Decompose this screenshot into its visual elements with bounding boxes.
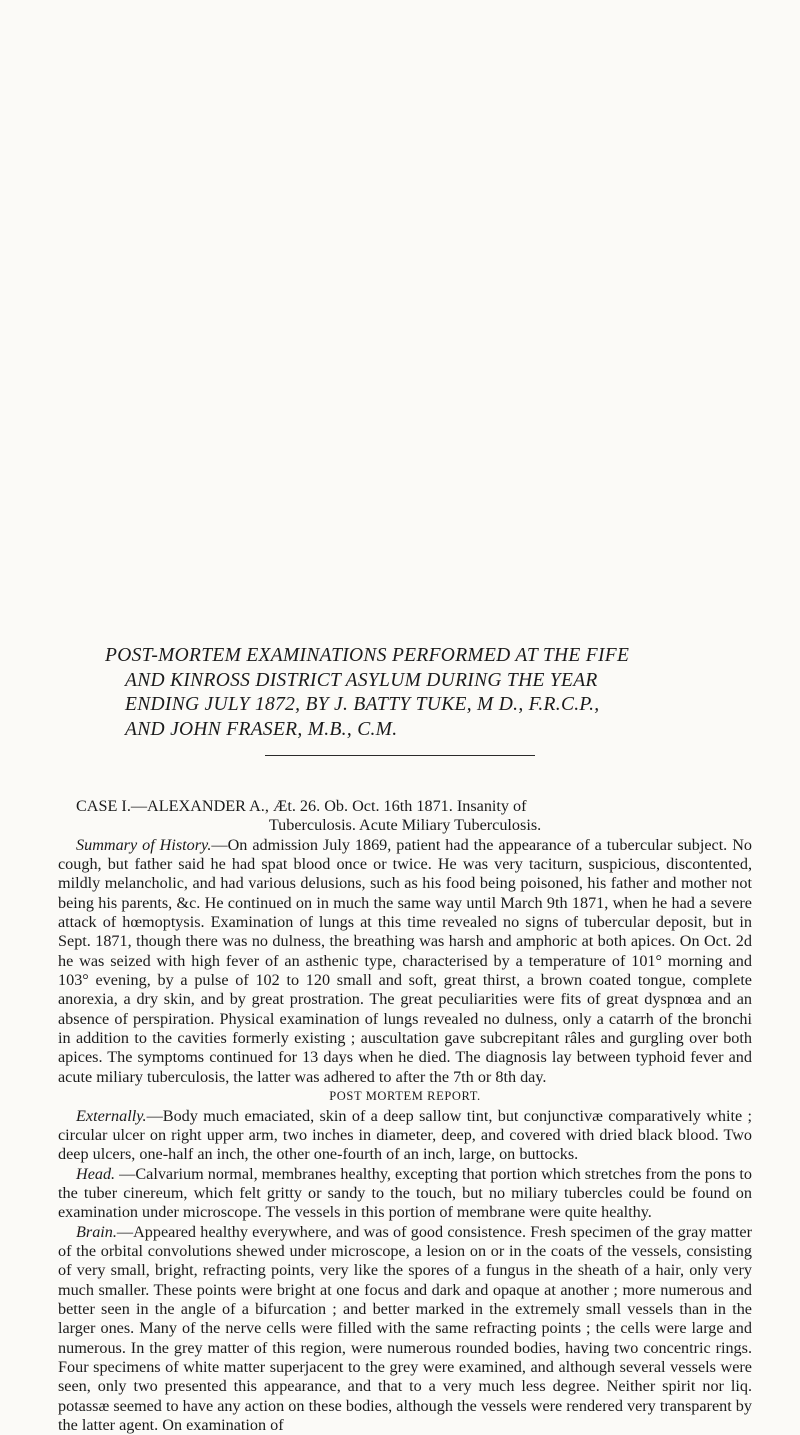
title-line-3: ENDING JULY 1872, BY J. BATTY TUKE, M D., F.R.C.P., [125,694,600,715]
summary-paragraph [58,836,752,1087]
brain-text: —Appeared healthy everywhere, and was of good consistence. Fresh specimen of the gray matter of the orbital convolutions shewed under microscope, a lesion on or in the coats of the vessels, consisting of very small, bright, refracting points, very like the spores of a fungus in the sheath of a hair, only very much smaller. These points were bright at one focus and dark and opaque at another ; more numerous and better seen in the angle of a bifurcation ; and better marked in the extremely small vessels than in the larger ones. Many of the nerve cells were filled with the same refracting points ; the cells were large and numerous. In the grey matter of this region, were numerous rounded bodies, having two concentric rings. Four specimens of white matter superjacent to the grey were examined, and although several vessels were seen, only two presented this appearance, and that to a very much less degree. Neither spirit nor liq. potassæ seemed to have any action on these bodies, although the vessels were rendered very transparent by the latter agent. On examination of [58,1222,752,1434]
summary-text: —On admission July 1869, patient had the appearance of a tubercular subject. No cough, but father said he had spat blood once or twice. He was very taciturn, suspicious, discontented, mildly melancholic, and had various delusions, such as his food being poisoned, his father and mother not being his parents, &c. He continued on in much the same way until March 9th 1871, when he had a severe attack of hœmoptysis. Examination of lungs at this time revealed no signs of tubercular deposit, but in Sept. 1871, though there was no dulness, the breathing was harsh and amphoric at both apices. On Oct. 2d he was seized with high fever of an asthenic type, characterised by a temperature of 101° morning and 103° evening, by a pulse of 102 to 120 small and soft, great thirst, a brown coated tongue, complete anorexia, a dry skin, and by great prostration. The great peculiarities were fits of great dyspnœa and an absence of perspiration. Physical examination of lungs revealed no dulness, only a catarrh of the bronchi in addition to the cavities formerly existing ; auscultation gave subcrepitant râles and gurgling over both apices. The symptoms continued for 13 days when he died. The diagnosis lay between typhoid fever and acute miliary tuberculosis, the latter was adhered to after the 7th or 8th day. [58,835,752,1086]
report-heading: POST MORTEM REPORT. [329,1089,481,1104]
externally-text: —Body much emaciated, skin of a deep sallow tint, but conjunctivæ comparatively white ; circular ulcer on right upper arm, two inches in diameter, deep, and covered with dried black blood. Two deep ulcers, one-half an inch, the other one-fourth of an inch, large, on buttocks. [58,1106,752,1164]
document-title [105,644,745,742]
title-line-1: POST-MORTEM EXAMINATIONS PERFORMED AT THE FIFE [105,645,630,666]
title-line-2: AND KINROSS DISTRICT ASYLUM DURING THE YEAR [125,669,598,691]
brain-label: Brain. [76,1222,117,1241]
document-body [58,797,752,1435]
title-line-4: AND JOHN FRASER, M.B., C.M. [125,718,398,740]
brain-paragraph [58,1223,752,1435]
head-text: —Calvarium normal, membranes healthy, excepting that portion which stretches from the pons to the tuber cinereum, which felt gritty or sandy to the touch, but no miliary tubercles could be found on examination under microscope. The vessels in this portion of membrane were quite healthy. [58,1164,752,1222]
case-heading-line-2: Tuberculosis. Acute Miliary Tuberculosis. [268,816,542,835]
case-heading-line-1: CASE I.—ALEXANDER A., Æt. 26. Ob. Oct. 16th 1871. Insanity of [76,797,527,815]
externally-label: Externally. [76,1106,147,1125]
title-divider [265,755,535,756]
externally-paragraph [58,1107,752,1165]
head-label: Head. [76,1164,116,1183]
summary-label: Summary of History. [76,835,212,854]
head-paragraph [58,1165,752,1223]
